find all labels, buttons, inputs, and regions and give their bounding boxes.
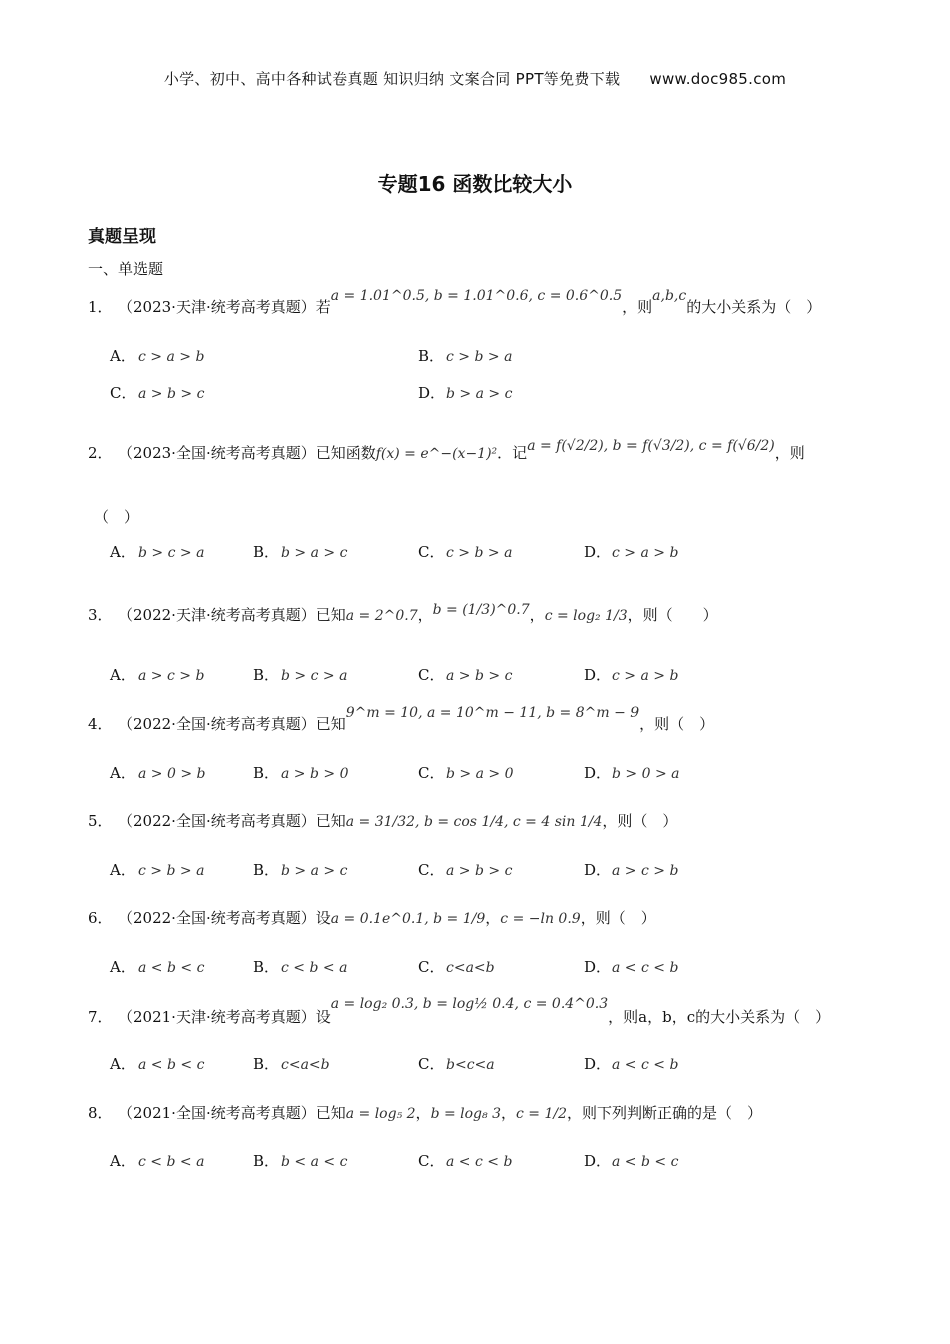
text-questions-7-options-1-text: b < a < c <box>281 1154 348 1170</box>
text-questions-3-options-0-text: a > 0 > b <box>138 766 206 782</box>
text-questions-0-options-2-label: C． <box>110 384 137 402</box>
text-questions-1-options-1-label: B． <box>253 543 280 561</box>
text-questions-1-num: 2． <box>88 444 113 462</box>
text-questions-5-options-1-text: c < b < a <box>281 960 348 976</box>
text-questions-4-options-2-label: C． <box>418 861 445 879</box>
page-title: 专题16 函数比较大小 <box>377 172 573 196</box>
option-b[interactable] <box>253 664 347 685</box>
option-a[interactable] <box>110 1053 204 1074</box>
text-questions-5-options-0-text: a < b < c <box>138 960 205 976</box>
text-questions-0-mid: ，则 <box>622 298 653 316</box>
option-d[interactable] <box>584 541 678 562</box>
text-questions-3-options-3-text: b > 0 > a <box>612 766 680 782</box>
text-questions-2-options-0-text: a > c > b <box>138 668 205 684</box>
question-4 <box>88 705 715 734</box>
option-c[interactable] <box>418 956 495 977</box>
option-b[interactable] <box>253 541 347 562</box>
option-d[interactable] <box>418 382 512 403</box>
text-questions-2-sep1: ， <box>417 606 433 624</box>
option-b[interactable] <box>253 1053 330 1074</box>
text-questions-7-fc: c = 1/2 <box>516 1106 568 1122</box>
text-questions-1-options-2-label: C． <box>418 543 445 561</box>
page-header <box>0 68 950 89</box>
text-questions-5-options-2-text: c<a<b <box>446 960 495 976</box>
text-questions-6-num: 7． <box>88 1008 113 1026</box>
text-questions-6-options-3-text: a < c < b <box>612 1057 679 1073</box>
text-questions-6-tail: ，则a，b，c的大小关系为（ ） <box>608 1008 831 1026</box>
answer-paren: （ ） <box>94 508 140 526</box>
text-questions-3-formula: 9^m = 10, a = 10^m − 11, b = 8^m − 9 <box>345 705 640 721</box>
text-questions-2-options-2-text: a > b > c <box>446 668 513 684</box>
text-questions-3-source: （2022·全国·统考高考真题）已知 <box>118 715 346 733</box>
text-questions-6-source: （2021·天津·统考高考真题）设 <box>118 1008 331 1026</box>
option-c[interactable] <box>418 762 513 783</box>
text-questions-1-options-2-text: c > b > a <box>446 545 513 561</box>
text-questions-5-tail: ，则（ ） <box>580 909 656 927</box>
text-questions-7-tail: ，则下列判断正确的是（ ） <box>567 1104 763 1122</box>
option-a[interactable] <box>110 1150 204 1171</box>
text-questions-5-num: 6． <box>88 909 113 927</box>
text-questions-3-options-1-label: B． <box>253 764 280 782</box>
text-questions-6-options-1-label: B． <box>253 1055 280 1073</box>
text-questions-1-options-0-label: A． <box>110 543 136 561</box>
text-questions-2-num: 3． <box>88 606 113 624</box>
option-a[interactable] <box>110 762 205 783</box>
text-questions-4-formula: a = 31/32, b = cos 1/4, c = 4 sin 1/4 <box>345 814 603 830</box>
question-formula: a = f(√2/2), b = f(√3/2), c = f(√6/2) <box>527 438 775 454</box>
text-questions-7-options-1-label: B． <box>253 1152 280 1170</box>
text-questions-4-tail: ，则（ ） <box>602 812 678 830</box>
text-questions-0-options-1-label: B． <box>418 347 445 365</box>
text-questions-2-options-0-label: A． <box>110 666 136 684</box>
text-questions-3-tail: ，则（ ） <box>639 715 715 733</box>
text-questions-5-options-1-label: B． <box>253 958 280 976</box>
text-questions-7-sep2: ， <box>501 1104 517 1122</box>
text-questions-2-sep2: ， <box>529 606 545 624</box>
option-a[interactable] <box>110 956 204 977</box>
text-questions-7-options-3-text: a < b < c <box>612 1154 679 1170</box>
option-b[interactable] <box>418 345 512 366</box>
text-questions-2-fb: b = (1/3)^0.7 <box>432 602 530 618</box>
text-questions-0-options-0-label: A． <box>110 347 136 365</box>
option-d[interactable] <box>584 956 678 977</box>
text-questions-0-source: （2023·天津·统考高考真题）若 <box>118 298 331 316</box>
question-2 <box>88 438 805 463</box>
text-questions-1-options-0-text: b > c > a <box>138 545 205 561</box>
text-questions-4-source: （2022·全国·统考高考真题）已知 <box>118 812 346 830</box>
question-8 <box>88 1102 762 1123</box>
text-questions-0-options-0-text: c > a > b <box>138 349 205 365</box>
text-questions-4-options-0-label: A． <box>110 861 136 879</box>
text-questions-6-options-2-label: C． <box>418 1055 445 1073</box>
text-questions-1-options-1-text: b > a > c <box>281 545 348 561</box>
text-questions-0-vars: a,b,c <box>652 288 687 304</box>
option-b[interactable] <box>253 1150 347 1171</box>
option-d[interactable] <box>584 762 679 783</box>
option-c[interactable] <box>418 859 512 880</box>
question-3 <box>88 604 718 625</box>
text-questions-1-mid: ．记 <box>497 444 528 462</box>
text-questions-5-options-3-label: D． <box>584 958 612 976</box>
option-b[interactable] <box>253 859 347 880</box>
option-d[interactable] <box>584 1053 678 1074</box>
question-5 <box>88 810 677 831</box>
question-6 <box>88 907 656 928</box>
option-d[interactable] <box>584 859 678 880</box>
text-questions-3-options-2-label: C． <box>418 764 445 782</box>
text-questions-7-source: （2021·全国·统考高考真题）已知 <box>118 1104 346 1122</box>
text-questions-0-options-3-label: D． <box>418 384 446 402</box>
text-questions-0-tail: 的大小关系为（ ） <box>686 298 822 316</box>
text-questions-4-options-2-text: a > b > c <box>446 863 513 879</box>
text-questions-2-fc: c = log₂ 1/3 <box>544 608 628 624</box>
text-questions-7-options-3-label: D． <box>584 1152 612 1170</box>
question-function: f(x) = e^−(x−1)² <box>375 446 498 462</box>
text-questions-5-formula: a = 0.1e^0.1, b = 1/9 <box>330 911 486 927</box>
text-questions-7-options-0-text: c < b < a <box>138 1154 205 1170</box>
section-heading: 真题呈现 <box>88 227 156 247</box>
text-questions-5-source: （2022·全国·统考高考真题）设 <box>118 909 331 927</box>
text-questions-4-options-3-text: a > c > b <box>612 863 679 879</box>
option-a[interactable] <box>110 664 204 685</box>
text-questions-6-options-1-text: c<a<b <box>281 1057 330 1073</box>
text-questions-2-options-3-text: c > a > b <box>612 668 679 684</box>
option-a[interactable] <box>110 859 204 880</box>
text-questions-2-source: （2022·天津·统考高考真题）已知 <box>118 606 346 624</box>
text-questions-6-formula: a = log₂ 0.3, b = log½ 0.4, c = 0.4^0.3 <box>330 996 609 1012</box>
header-url[interactable]: www.doc985.com <box>649 70 787 88</box>
option-c[interactable] <box>418 664 512 685</box>
text-questions-5-sep: ， <box>485 909 501 927</box>
text-questions-1-options-3-text: c > a > b <box>612 545 679 561</box>
option-d[interactable] <box>584 1150 678 1171</box>
text-questions-5-options-0-label: A． <box>110 958 136 976</box>
text-questions-3-options-3-label: D． <box>584 764 612 782</box>
text-questions-4-options-1-text: b > a > c <box>281 863 348 879</box>
text-questions-0-options-2-text: a > b > c <box>138 386 205 402</box>
option-c[interactable] <box>418 1053 495 1074</box>
question-7 <box>88 996 831 1027</box>
option-a[interactable] <box>110 345 204 366</box>
text-questions-7-fb: b = log₈ 3 <box>430 1106 501 1122</box>
option-d[interactable] <box>584 664 678 685</box>
question-1 <box>88 288 822 317</box>
text-questions-2-options-1-label: B． <box>253 666 280 684</box>
text-questions-6-options-0-label: A． <box>110 1055 136 1073</box>
text-questions-2-fa: a = 2^0.7 <box>345 608 418 624</box>
text-questions-6-options-2-text: b<c<a <box>446 1057 495 1073</box>
text-questions-7-options-2-text: a < c < b <box>446 1154 513 1170</box>
text-questions-3-num: 4． <box>88 715 113 733</box>
text-questions-5-options-2-label: C． <box>418 958 445 976</box>
text-questions-3-options-0-label: A． <box>110 764 136 782</box>
text-questions-2-options-3-label: D． <box>584 666 612 684</box>
subsection-heading: 一、单选题 <box>88 260 164 278</box>
text-questions-4-options-1-label: B． <box>253 861 280 879</box>
question-formula: a = 1.01^0.5, b = 1.01^0.6, c = 0.6^0.5 <box>330 288 623 304</box>
option-b[interactable] <box>253 762 348 783</box>
text-questions-7-fa: a = log₅ 2 <box>345 1106 416 1122</box>
text-questions-7-sep1: ， <box>415 1104 431 1122</box>
text-questions-4-options-0-text: c > b > a <box>138 863 205 879</box>
text-questions-0-options-3-text: b > a > c <box>446 386 513 402</box>
text-questions-7-options-2-label: C． <box>418 1152 445 1170</box>
text-questions-1-options-3-label: D． <box>584 543 612 561</box>
text-questions-5-fc: c = −ln 0.9 <box>500 911 581 927</box>
text-questions-6-options-3-label: D． <box>584 1055 612 1073</box>
text-questions-3-options-2-text: b > a > 0 <box>446 766 514 782</box>
text-questions-4-num: 5． <box>88 812 113 830</box>
text-questions-1-source: （2023·全国·统考高考真题）已知函数 <box>118 444 376 462</box>
option-c[interactable] <box>418 1150 512 1171</box>
text-questions-0-num: 1． <box>88 298 113 316</box>
header-text: 小学、初中、高中各种试卷真题 知识归纳 文案合同 PPT等免费下载 <box>163 70 621 88</box>
option-c[interactable] <box>418 541 512 562</box>
text-questions-7-num: 8． <box>88 1104 113 1122</box>
text-questions-7-options-0-label: A． <box>110 1152 136 1170</box>
text-questions-6-options-0-text: a < b < c <box>138 1057 205 1073</box>
text-questions-1-tail: ，则 <box>774 444 805 462</box>
text-questions-2-options-1-text: b > c > a <box>281 668 348 684</box>
text-questions-0-options-1-text: c > b > a <box>446 349 513 365</box>
text-questions-3-options-1-text: a > b > 0 <box>281 766 349 782</box>
text-questions-2-options-2-label: C． <box>418 666 445 684</box>
text-questions-2-tail: ，则（ ） <box>627 606 718 624</box>
text-questions-4-options-3-label: D． <box>584 861 612 879</box>
option-c[interactable] <box>110 382 204 403</box>
text-questions-5-options-3-text: a < c < b <box>612 960 679 976</box>
option-a[interactable] <box>110 541 204 562</box>
option-b[interactable] <box>253 956 347 977</box>
